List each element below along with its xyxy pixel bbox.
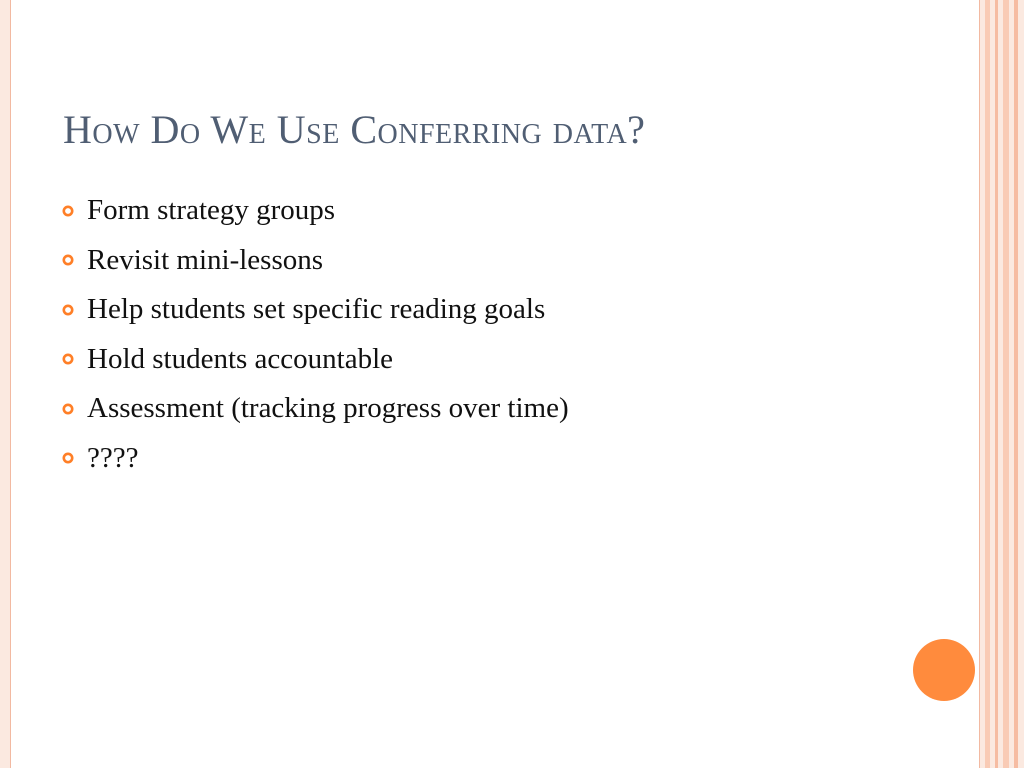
ring-bullet-icon bbox=[62, 304, 74, 316]
list-item bbox=[62, 335, 569, 385]
bullet-text: Help students set specific reading goals bbox=[87, 293, 546, 326]
bullet-text: Form strategy groups bbox=[87, 194, 336, 227]
bullet-text: Hold students accountable bbox=[87, 342, 394, 375]
decorative-stripe bbox=[1003, 0, 1009, 768]
list-item bbox=[62, 384, 569, 434]
bullet-text: ???? bbox=[87, 441, 139, 474]
decorative-stripe bbox=[1014, 0, 1018, 768]
bullet-text: Revisit mini-lessons bbox=[87, 243, 324, 276]
list-item bbox=[62, 434, 569, 484]
orange-circle-icon bbox=[913, 639, 975, 701]
ring-bullet-icon bbox=[62, 353, 74, 365]
bullet-text: Assessment (tracking progress over time) bbox=[87, 392, 569, 425]
decorative-stripe bbox=[985, 0, 990, 768]
list-item bbox=[62, 236, 569, 286]
list-item bbox=[62, 285, 569, 335]
list-item bbox=[62, 186, 569, 236]
ring-bullet-icon bbox=[62, 452, 74, 464]
slide-title: How Do We Use Conferring data? bbox=[63, 107, 646, 152]
decorative-stripe bbox=[995, 0, 998, 768]
bullet-list bbox=[62, 186, 569, 483]
ring-bullet-icon bbox=[62, 254, 74, 266]
ring-bullet-icon bbox=[62, 403, 74, 415]
ring-bullet-icon bbox=[62, 205, 74, 217]
